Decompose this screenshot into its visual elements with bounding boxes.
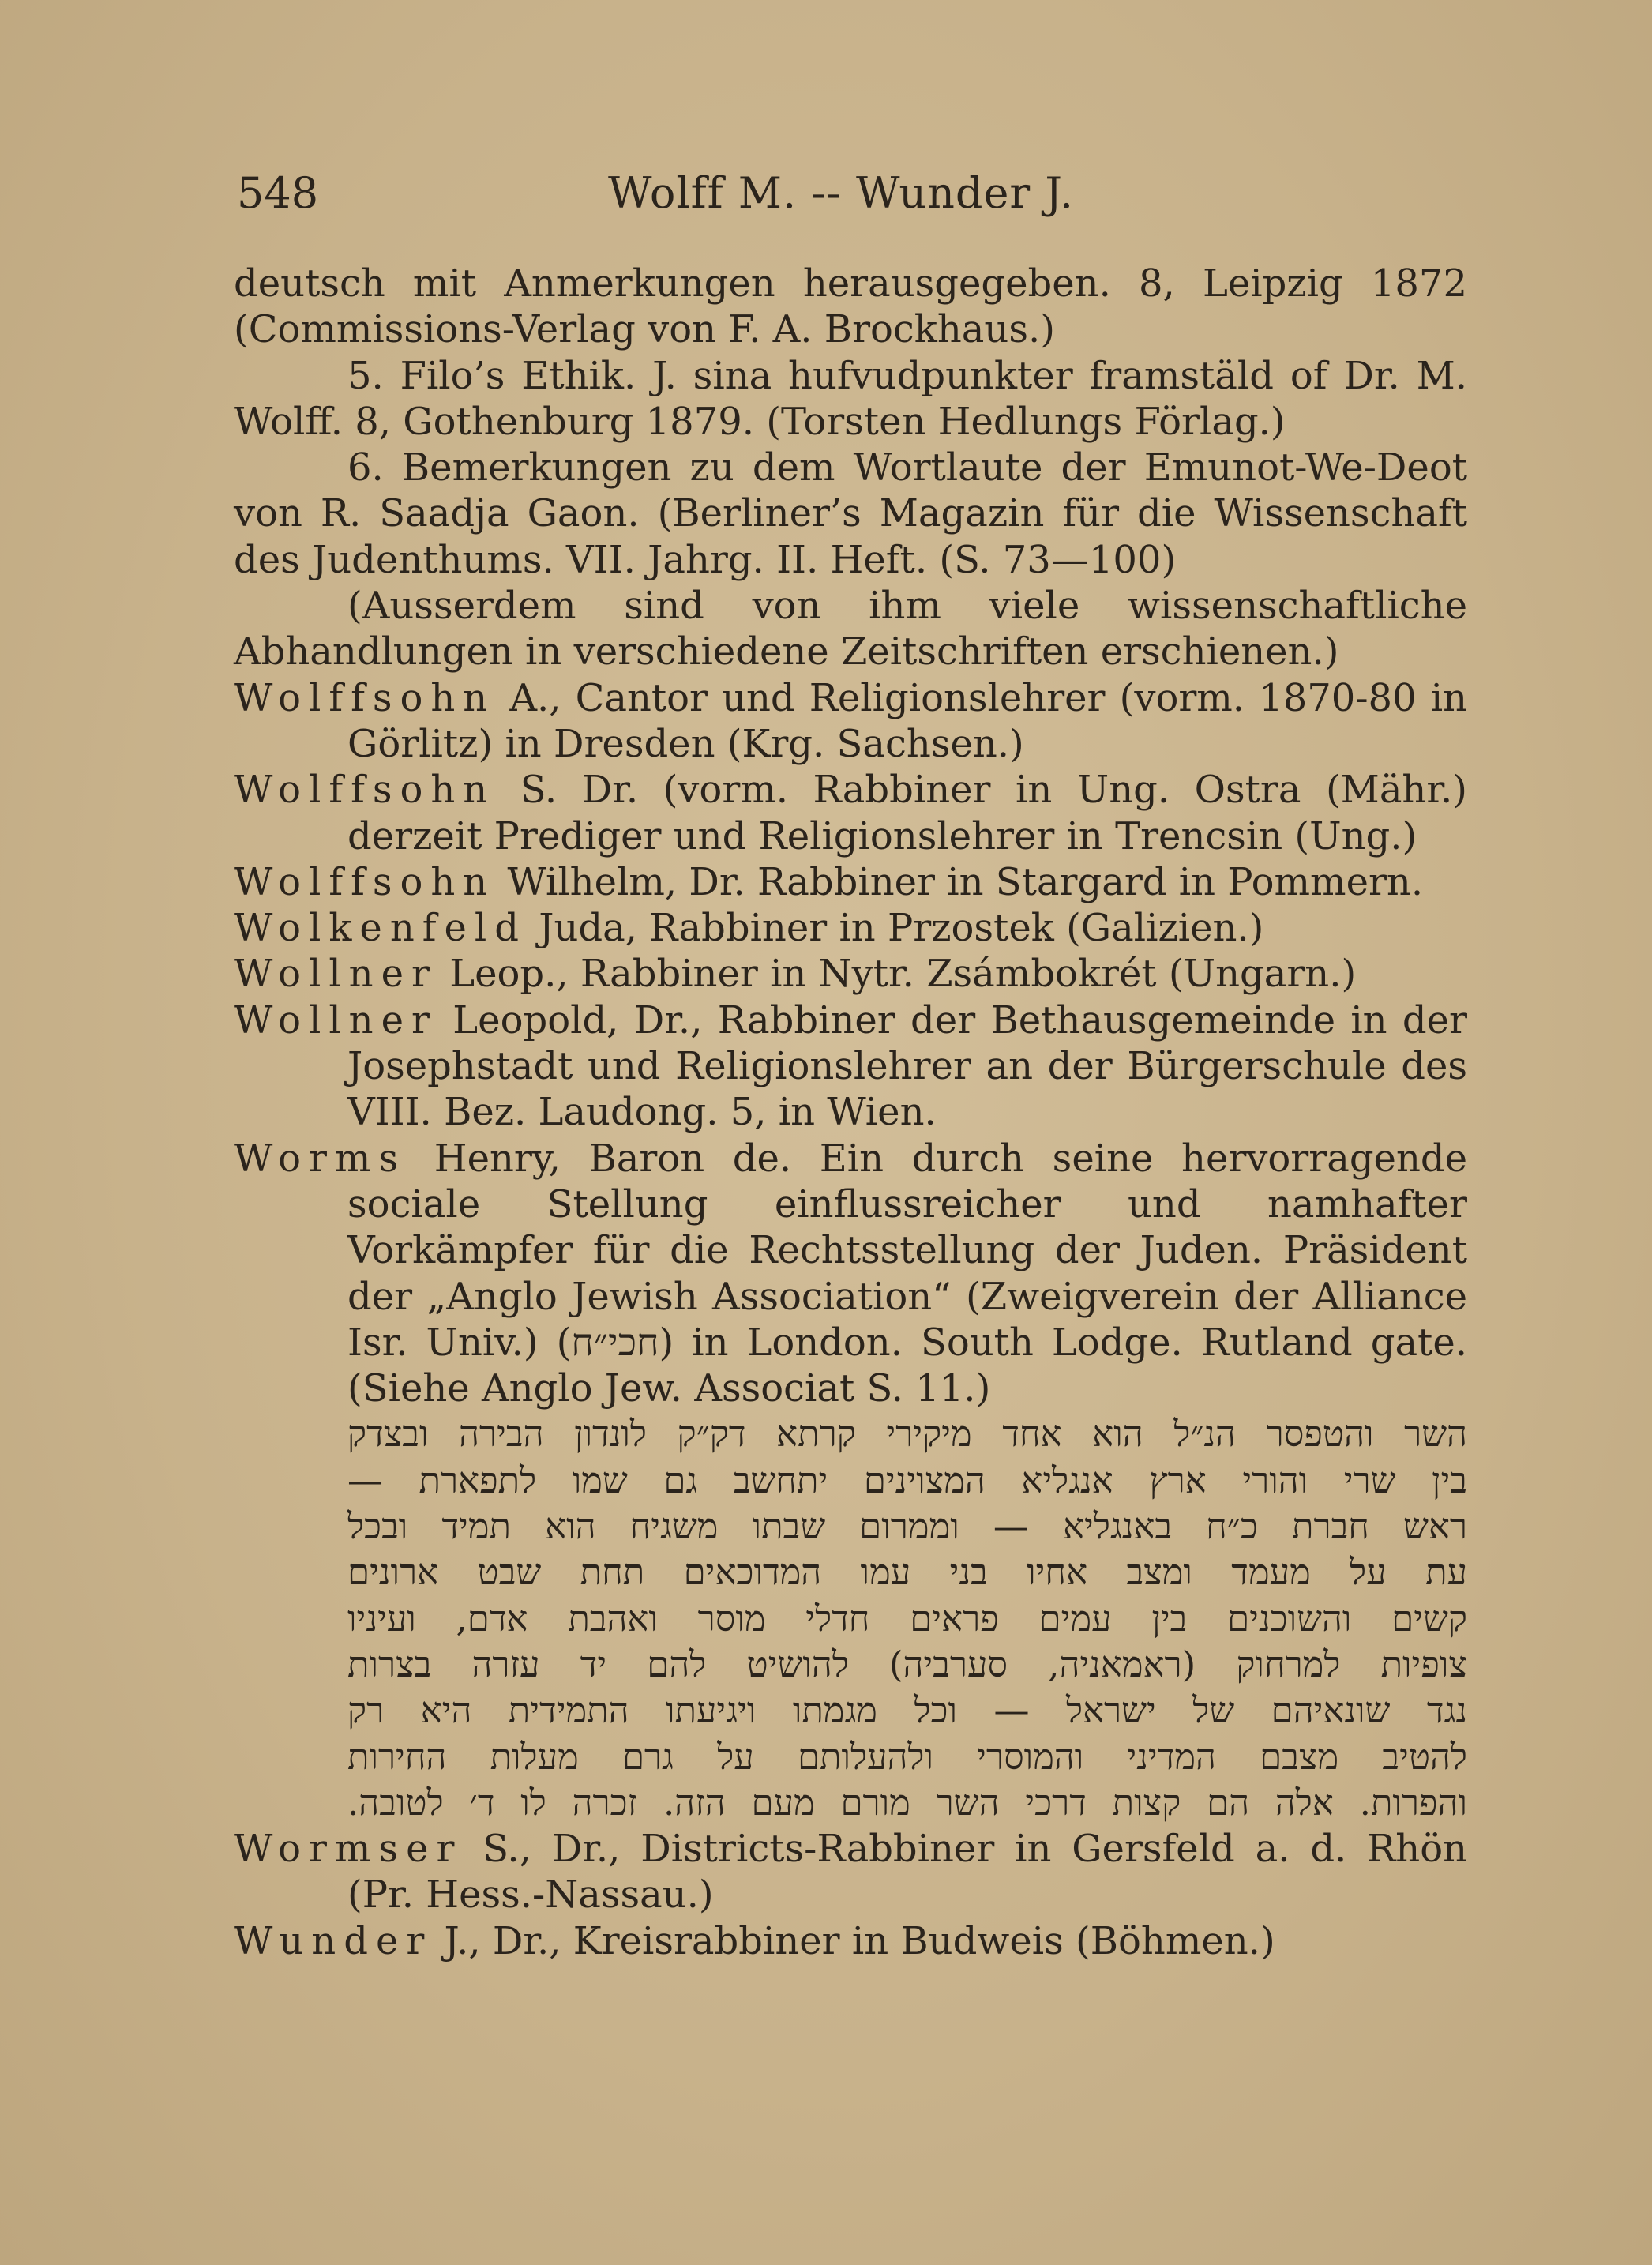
continuation-paragraph: (Ausserdem sind von ihm viele wissenschaftliche Abhandlungen in verschiedene Zeitschriften erschienen.) <box>234 584 1467 674</box>
entry-text: J., Dr., Kreisrabbiner in Budweis (Böhmen.) <box>432 1918 1275 1963</box>
biographical-entry <box>234 951 1467 997</box>
entry-text: Henry, Baron de. Ein durch seine hervorragende sociale Stellung einflussreicher und namhafter Vorkämpfer für die Rechtsstellung der Juden. Präsident der „Anglo Jewish Association“ (Zweigverein der Alliance Isr. Univ.) (חכי״ח) in London. South Lodge. Rutland gate. (Siehe Anglo Jew. Associat S. 11.) <box>347 1136 1468 1411</box>
entry-name: Wollner <box>234 997 437 1042</box>
entry-text: S. Dr. (vorm. Rabbiner in Ung. Ostra (Mähr.) derzeit Prediger und Religionslehrer in Trencsin (Ung.) <box>347 768 1467 858</box>
entry-text: Wilhelm, Dr. Rabbiner in Stargard in Pommern. <box>495 859 1424 904</box>
continuation-paragraph: 5. Filo’s Ethik. J. sina hufvudpunkter framstäld of Dr. M. Wolff. 8, Gothenburg 1879. (Torsten Hedlungs Förlag.) <box>234 353 1467 444</box>
hebrew-line: בין שרי והורי ארץ אנגליא המצוינים יתחשב גם שמו לתפארת — <box>347 1459 1467 1501</box>
entry-text: A., Cantor und Religionslehrer (vorm. 1870-80 in Görlitz) in Dresden (Krg. Sachsen.) <box>347 675 1467 766</box>
running-title: Wolff M. -- Wunder J. <box>608 168 1075 218</box>
hebrew-paragraph <box>347 1411 1467 1826</box>
hebrew-line: עת על מעמד ומצב אחיו בני עמו המדוכאים תחת שבט ארונים <box>347 1551 1467 1594</box>
biographical-entry <box>234 905 1467 951</box>
entry-name: Worms <box>234 1136 407 1181</box>
biographical-entry <box>234 675 1467 768</box>
page-number: 548 <box>237 168 319 218</box>
biographical-entry <box>234 997 1467 1136</box>
biographical-entry <box>234 1918 1467 1964</box>
continuation-paragraph: 6. Bemerkungen zu dem Wortlaute der Emunot-We-Deot von R. Saadja Gaon. (Berliner’s Magazin für die Wissenschaft des Judenthums. VII. Jahrg. II. Heft. (S. 73—100) <box>234 445 1467 582</box>
hebrew-line: והפרות. אלה הם קצות דרכי השר מורם מעם הזה. זכרה לו ד׳ לטובה. <box>347 1781 1467 1824</box>
entry-name: Wollner <box>234 952 437 997</box>
entries-body <box>234 261 1467 1964</box>
entry-name: Wolkenfeld <box>234 906 527 951</box>
hebrew-line: נגד שונאיהם של ישראל — וכל מגמתו ויגיעתו התמידית היא רק <box>347 1689 1467 1732</box>
hebrew-line: השר והטפסר הנ״ל הוא אחד מיקירי קרתא דק״ק לונדון הבירה ובצדק <box>347 1413 1467 1456</box>
page-header <box>237 162 1469 225</box>
continuation-paragraph: deutsch mit Anmerkungen herausgegeben. 8, Leipzig 1872 (Commissions-Verlag von F. A. Brockhaus.) <box>234 261 1467 352</box>
entry-text: Juda, Rabbiner in Przostek (Galizien.) <box>526 906 1264 951</box>
entry-name: Wunder <box>234 1918 433 1963</box>
entry-name: Wormser <box>234 1827 463 1872</box>
hebrew-line: צופיות למרחוק (ראמאניה, סערביה) להושיט להם יד עזרה בצרות <box>347 1643 1467 1685</box>
hebrew-line: קשים והשוכנים בין עמים פראים חדלי מוסר ואהבת אדם, ועיניו <box>347 1597 1467 1640</box>
entry-text: S., Dr., Districts-Rabbiner in Gersfeld a. d. Rhön (Pr. Hess.-Nassau.) <box>347 1827 1467 1918</box>
entry-text: Leopold, Dr., Rabbiner der Bethausgemeinde in der Josephstadt und Religionslehrer an der Bürgerschule des VIII. Bez. Laudong. 5, in Wien. <box>347 997 1467 1135</box>
entry-name: Wolffsohn <box>234 859 496 904</box>
entry-name: Wolffsohn <box>234 675 496 720</box>
entry-name: Wolffsohn <box>234 768 496 813</box>
biographical-entry <box>234 767 1467 859</box>
hebrew-line: ראש חברת כ״ח באנגליא — וממרום שבתו משגיח הוא תמיד ובכל <box>347 1505 1467 1548</box>
entry-text: Leop., Rabbiner in Nytr. Zsámbokrét (Ungarn.) <box>437 952 1357 997</box>
hebrew-line: להטיב מצבם המדיני והמוסרי ולהעלותם על גרם מעלות החירות <box>347 1735 1467 1778</box>
biographical-entry <box>234 1136 1467 1412</box>
biographical-entry <box>234 1826 1467 1918</box>
biographical-entry <box>234 859 1467 905</box>
